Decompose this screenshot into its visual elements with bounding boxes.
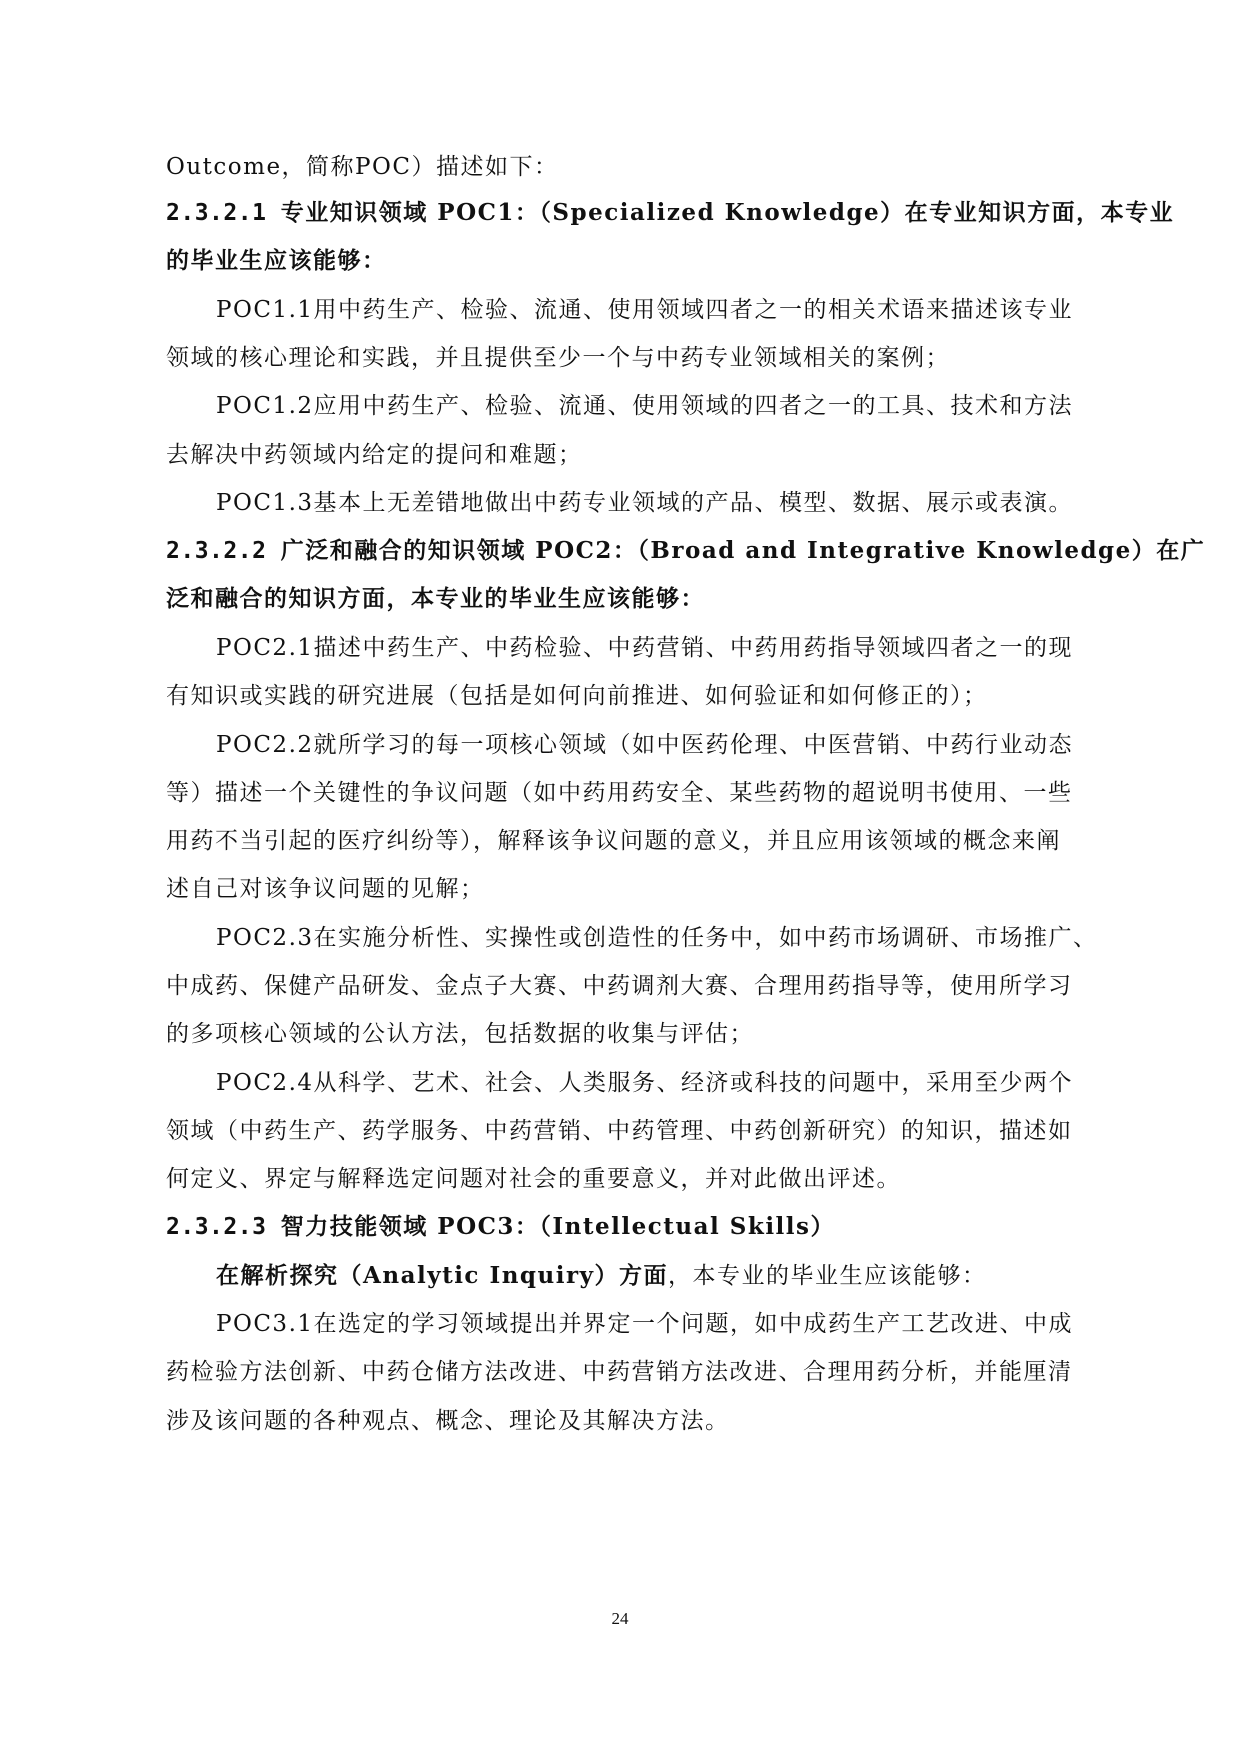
body-line: 何定义、界定与解释选定问题对社会的重要意义，并对此做出评述。 — [166, 1166, 901, 1192]
section-heading-text: 广泛和融合的知识领域 POC2：（Broad and Integrative Knowledge）在广 — [280, 537, 1206, 564]
body-line: 中成药、保健产品研发、金点子大赛、中药调剂大赛、合理用药指导等，使用所学习 — [166, 973, 1073, 999]
paragraph-poc3-1: POC3.1在选定的学习领域提出并界定一个问题，如中成药生产工艺改进、中成 — [216, 1311, 1074, 1337]
paragraph-poc1-3: POC1.3基本上无差错地做出中药专业领域的产品、模型、数据、展示或表演。 — [216, 490, 1074, 516]
body-line: 药检验方法创新、中药仓储方法改进、中药营销方法改进、合理用药分析，并能厘清 — [166, 1359, 1073, 1385]
page-number: 24 — [611, 1609, 629, 1628]
section-heading-2-3-2-2 — [166, 536, 1206, 566]
body-line: 述自己对该争议问题的见解； — [166, 876, 485, 902]
section-heading-2-3-2-1 — [166, 198, 1175, 228]
subheading-analytic-inquiry — [216, 1261, 1086, 1291]
paragraph-poc2-3: POC2.3在实施分析性、实操性或创造性的任务中，如中药市场调研、市场推广、 — [216, 925, 1098, 951]
paragraph-poc2-1: POC2.1描述中药生产、中药检验、中药营销、中药用药指导领域四者之一的现 — [216, 635, 1074, 661]
body-line: 等）描述一个关键性的争议问题（如中药用药安全、某些药物的超说明书使用、一些 — [166, 780, 1073, 806]
body-line: 领域的核心理论和实践，并且提供至少一个与中药专业领域相关的案例； — [166, 345, 950, 371]
paragraph-poc1-1: POC1.1用中药生产、检验、流通、使用领域四者之一的相关术语来描述该专业 — [216, 297, 1074, 323]
subheading-normal-text: ，本专业的毕业生应该能够： — [667, 1263, 987, 1289]
body-line: 领域（中药生产、药学服务、中药营销、中药管理、中药创新研究）的知识，描述如 — [166, 1118, 1073, 1144]
section-number: 2.3.2.1 — [166, 200, 281, 226]
section-heading-text: 智力技能领域 POC3：（Intellectual Skills） — [280, 1213, 835, 1240]
paragraph-poc2-2: POC2.2就所学习的每一项核心领域（如中医药伦理、中医营销、中药行业动态 — [216, 732, 1074, 758]
body-line: 涉及该问题的各种观点、概念、理论及其解决方法。 — [166, 1408, 730, 1434]
subheading-bold-text: 在解析探究（Analytic Inquiry）方面 — [216, 1262, 668, 1289]
body-line: 有知识或实践的研究进展（包括是如何向前推进、如何验证和如何修正的）； — [166, 683, 988, 709]
section-heading-continuation: 的毕业生应该能够： — [166, 247, 387, 274]
body-line: 的多项核心领域的公认方法，包括数据的收集与评估； — [166, 1021, 754, 1047]
body-line: 去解决中药领域内给定的提问和难题； — [166, 442, 583, 468]
paragraph-poc1-2: POC1.2应用中药生产、检验、流通、使用领域的四者之一的工具、技术和方法 — [216, 393, 1074, 419]
body-line: Outcome，简称POC）描述如下： — [166, 154, 559, 180]
section-heading-2-3-2-3 — [166, 1212, 1086, 1242]
paragraph-poc2-4: POC2.4从科学、艺术、社会、人类服务、经济或科技的问题中，采用至少两个 — [216, 1070, 1074, 1096]
section-heading-continuation: 泛和融合的知识方面，本专业的毕业生应该能够： — [166, 585, 705, 612]
section-number: 2.3.2.3 — [166, 1214, 281, 1240]
section-number: 2.3.2.2 — [166, 538, 281, 564]
section-heading-text: 专业知识领域 POC1：（Specialized Knowledge）在专业知识方面，本专业 — [280, 199, 1175, 226]
body-line: 用药不当引起的医疗纠纷等），解释该争议问题的意义，并且应用该领域的概念来阐 — [166, 828, 1061, 854]
